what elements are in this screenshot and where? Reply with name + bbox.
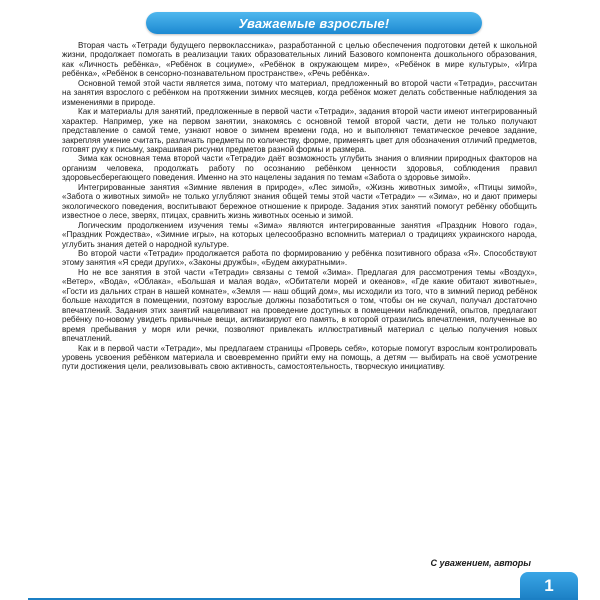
page-number: 1 xyxy=(544,576,554,595)
paragraph: Логическим продолжением изучения темы «Зима» являются интегрированные занятия «Праздник Нового года», «Праздник Рождества», «Зимние игры», на которых целесообразно вспомнить материал о традициях украинского народа, углубить знания детей о народной культуре. xyxy=(62,220,537,249)
paragraph: Зима как основная тема второй части «Тетради» даёт возможность углубить знания о влиянии природных факторов на организм человека, продолжать работу по осознанию ребёнком ценности здоровья, соблюдения правил здоровьесберегающего поведения. Именно на это нацелены задания по темам «Забота о здоровье зимой». xyxy=(62,154,537,183)
paragraph: Во второй части «Тетради» продолжается работа по формированию у ребёнка позитивного образа «Я». Способствуют этому занятия «Я среди других», «Законы дружбы», «Будем аккуратными». xyxy=(62,248,537,268)
body-text xyxy=(62,41,537,372)
paragraph: Как и материалы для занятий, предложенные в первой части «Тетради», задания второй части имеют интегрированный характер. Например, уже на первом занятии, знакомясь с основной темой второй части, дети не только получают представление о самой теме, узнают новое о зимнем времени года, но и выполняют тематическое речевое задание, закрепляя умение считать, различать предметы по количеству, форме, применять цвет для обозначения отличий предметов, готовят руку к письму, закрашивая рисунки предметов разной формы и размера. xyxy=(62,107,537,154)
heading-banner xyxy=(146,12,482,34)
paragraph: Основной темой этой части является зима, потому что материал, предложенный во второй части «Тетради», рассчитан на занятия взрослого с ребёнком на протяжении зимних месяцев, когда ребёнок может делать собственные наблюдения за изменениями в природе. xyxy=(62,78,537,107)
page-number-tab xyxy=(520,572,578,600)
page xyxy=(28,8,574,594)
paragraph: Как и в первой части «Тетради», мы предлагаем страницы «Проверь себя», которые помогут взрослым контролировать уровень усвоения ребёнком материала и своевременно прийти ему на помощь, а детям — выбирать на своё усмотрение пути достижения цели, реализовывать свою активность, самостоятельность, творческую инициативу. xyxy=(62,343,537,372)
page-title: Уважаемые взрослые! xyxy=(238,15,390,31)
paragraph: Интегрированные занятия «Зимние явления в природе», «Лес зимой», «Жизнь животных зимой», «Птицы зимой», «Забота о животных зимой» не только углубляют знания общей темы этой части «Тетради» — «Зима», но и дают примеры экологического поведения, воспитывают бережное отношение к природе. Задания этих занятий помогут ребёнку обобщить известное о лесе, зверях, птицах, сравнить жизнь животных осенью и зимой. xyxy=(62,182,537,221)
signature: С уважением, авторы xyxy=(430,558,531,568)
paragraph: Вторая часть «Тетради будущего первоклассника», разработанной с целью обеспечения подготовки детей к школьной жизни, продолжает помогать в реализации таких образовательных линий Базового компонента дошкольного образования, как «Личность ребёнка», «Ребёнок в социуме», «Ребёнок в окружающем мире», «Ребёнок в мире культуры», «Игра ребёнка», «Ребёнок в сенсорно-познавательном пространстве», «Речь ребёнка». xyxy=(62,41,537,79)
paragraph: Но не все занятия в этой части «Тетради» связаны с темой «Зима». Предлагая для рассмотрения темы «Воздух», «Ветер», «Вода», «Облака», «Большая и малая вода», «Обитатели морей и океанов», «Где какие обитают животные», «Гости из дальних стран в нашей комнате», «Земля — наш общий дом», мы исходили из того, что в зимний период ребёнок больше находится в помещении, поэтому взрослые должны позаботиться о том, чтобы он не скучал, получал достаточно впечатлений. Задания этих занятий нацеливают на проведение доступных в помещении наблюдений, опытов, предлагают ребёнку по-новому увидеть привычные вещи, активизируют его память, в которой отразились впечатления, полученные во время пребывания у моря или речки, позволяют привлекать иллюстративный материал с целью получения новых впечатлений. xyxy=(62,267,537,344)
